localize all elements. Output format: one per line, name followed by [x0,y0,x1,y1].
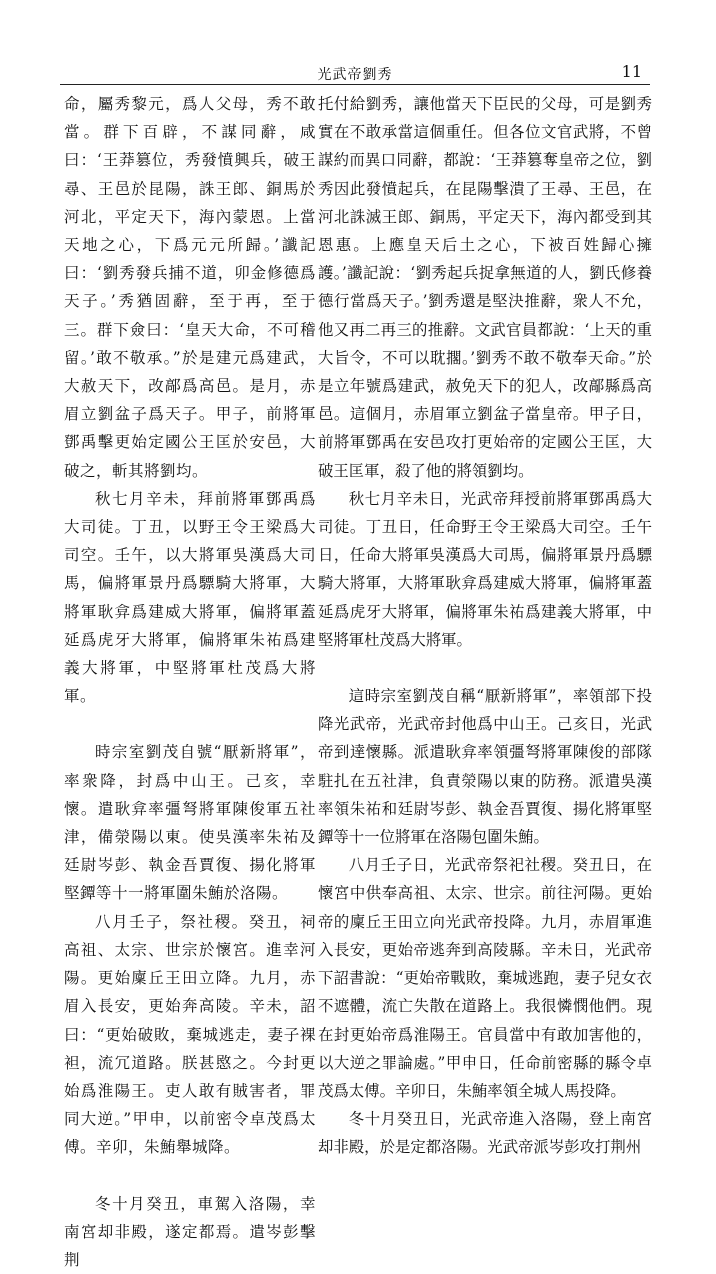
translation-paragraph: 托付給劉秀，讓他當天下臣民的父母，可是劉秀實在不敢承當這個重任。但各位文官武將，不曾謀約而異口同辭，都說：‘王莽篡奪皇帝之位，劉秀因此發憤起兵，在昆陽擊潰了王尋、王邑，在河北誅滅王郎、銅馬，平定天下，海內都受到其恩惠。上應皇天后土之心，下被百姓歸心擁護。’讖記說：‘劉秀起兵捉拿無道的人，劉氏修養德行當爲天子。’劉秀還是堅決推辭，衆人不允，他又再二再三的推辭。文武官員都說：‘上天的重大旨令，不可以耽擱。’劉秀不敢不敬奉天命。”於是立年號爲建武，赦免天下的犯人，改鄗縣爲高邑。這個月，赤眉軍立劉盆子當皇帝。甲子日，前將軍鄧禹在安邑攻打更始帝的定國公王匡，大破王匡軍，殺了他的將領劉均。 [318,95,652,480]
classical-paragraph: 秋七月辛未，拜前將軍鄧禹爲大司徒。丁丑，以野王令王梁爲大司空。壬午，以大將軍吳漢爲大司馬，偏將軍景丹爲驃騎大將軍，大將軍耿弇爲建威大將軍，偏將軍蓋延爲虎牙大將軍，偏將軍朱祐爲建義大將軍，中堅將軍杜茂爲大將軍。 [64,489,316,706]
header-rule [60,84,650,85]
running-title: 光武帝劉秀 [317,67,393,83]
translation-column [318,90,652,1162]
classical-paragraph: 冬十月癸丑，車駕入洛陽，幸南宮却非殿，遂定都焉。遣岑彭擊荆 [64,1194,316,1269]
classical-paragraph: 時宗室劉茂自號“厭新將軍”，率衆降，封爲中山王。己亥，幸懷。遣耿弇率彊弩將軍陳俊軍五社津，備滎陽以東。使吳漢率朱祐及廷尉岑彭、執金吾賈復、揚化將軍堅鐔等十一將軍圍朱鮪於洛陽。 [64,743,316,903]
translation-paragraph: 秋七月辛未日，光武帝拜授前將軍鄧禹爲大司徒。丁丑日，任命野王令王梁爲大司空。壬午日，任命大將軍吳漢爲大司馬，偏將軍景丹爲驃騎大將軍，大將軍耿弇爲建威大將軍，偏將軍蓋延爲虎牙大將軍，偏將軍朱祐爲建義大將軍，中堅將軍杜茂爲大將軍。 [318,489,652,649]
translation-paragraph: 八月壬子日，光武帝祭祀社稷。癸丑日，在懷宮中供奉高祖、太宗、世宗。前往河陽。更始帝的廩丘王田立向光武帝投降。九月，赤眉軍進入長安，更始帝逃奔到高陵縣。辛未日，光武帝下詔書說：“更始帝戰敗，棄城逃跑，妻子兒女衣不遮體，流亡失散在道路上。我很憐憫他們。現在封更始帝爲淮陽王。官員當中有敢加害他的，以大逆之罪論處。”甲申日，任命前密縣的縣令卓茂爲太傅。辛卯日，朱鮪率領全城人馬投降。 [318,856,652,1100]
classical-paragraph: 命，屬秀黎元，爲人父母，秀不敢當。群下百辟，不謀同辭，咸曰：‘王莽篡位，秀發憤興兵，破王尋、王邑於昆陽，誅王郎、銅馬於河北，平定天下，海內蒙恩。上當天地之心，下爲元元所歸。’讖記曰：‘劉秀發兵捕不道，卯金修德爲天子。’秀猶固辭，至于再，至于三。群下僉曰：‘皇天大命，不可稽留。’敢不敬承。”於是建元爲建武，大赦天下，改鄗爲高邑。是月，赤眉立劉盆子爲天子。甲子，前將軍鄧禹擊更始定國公王匡於安邑，大破之，斬其將劉均。 [64,95,316,480]
page-number: 11 [621,62,642,81]
classical-paragraph: 八月壬子，祭社稷。癸丑，祠高祖、太宗、世宗於懷宮。進幸河陽。更始廩丘王田立降。九月，赤眉入長安，更始奔高陵。辛未，詔曰：“更始破敗，棄城逃走，妻子裸袒，流冗道路。朕甚愍之。今封更始爲淮陽王。吏人敢有賊害者，罪同大逆。”甲申，以前密令卓茂爲太傅。辛卯，朱鮪舉城降。 [64,912,316,1157]
classical-text-column [64,90,316,1274]
translation-paragraph: 這時宗室劉茂自稱“厭新將軍”，率領部下投降光武帝，光武帝封他爲中山王。己亥日，光武帝到達懷縣。派遣耿弇率領彊弩將軍陳俊的部隊駐扎在五社津，負責滎陽以東的防務。派遣吳漢率領朱祐和廷尉岑彭、執金吾賈復、揚化將軍堅鐔等十一位將軍在洛陽包圍朱鮪。 [318,687,652,847]
running-header [60,58,650,86]
translation-paragraph: 冬十月癸丑日，光武帝進入洛陽，登上南宮却非殿，於是定都洛陽。光武帝派岑彭攻打荆州 [318,1110,652,1157]
